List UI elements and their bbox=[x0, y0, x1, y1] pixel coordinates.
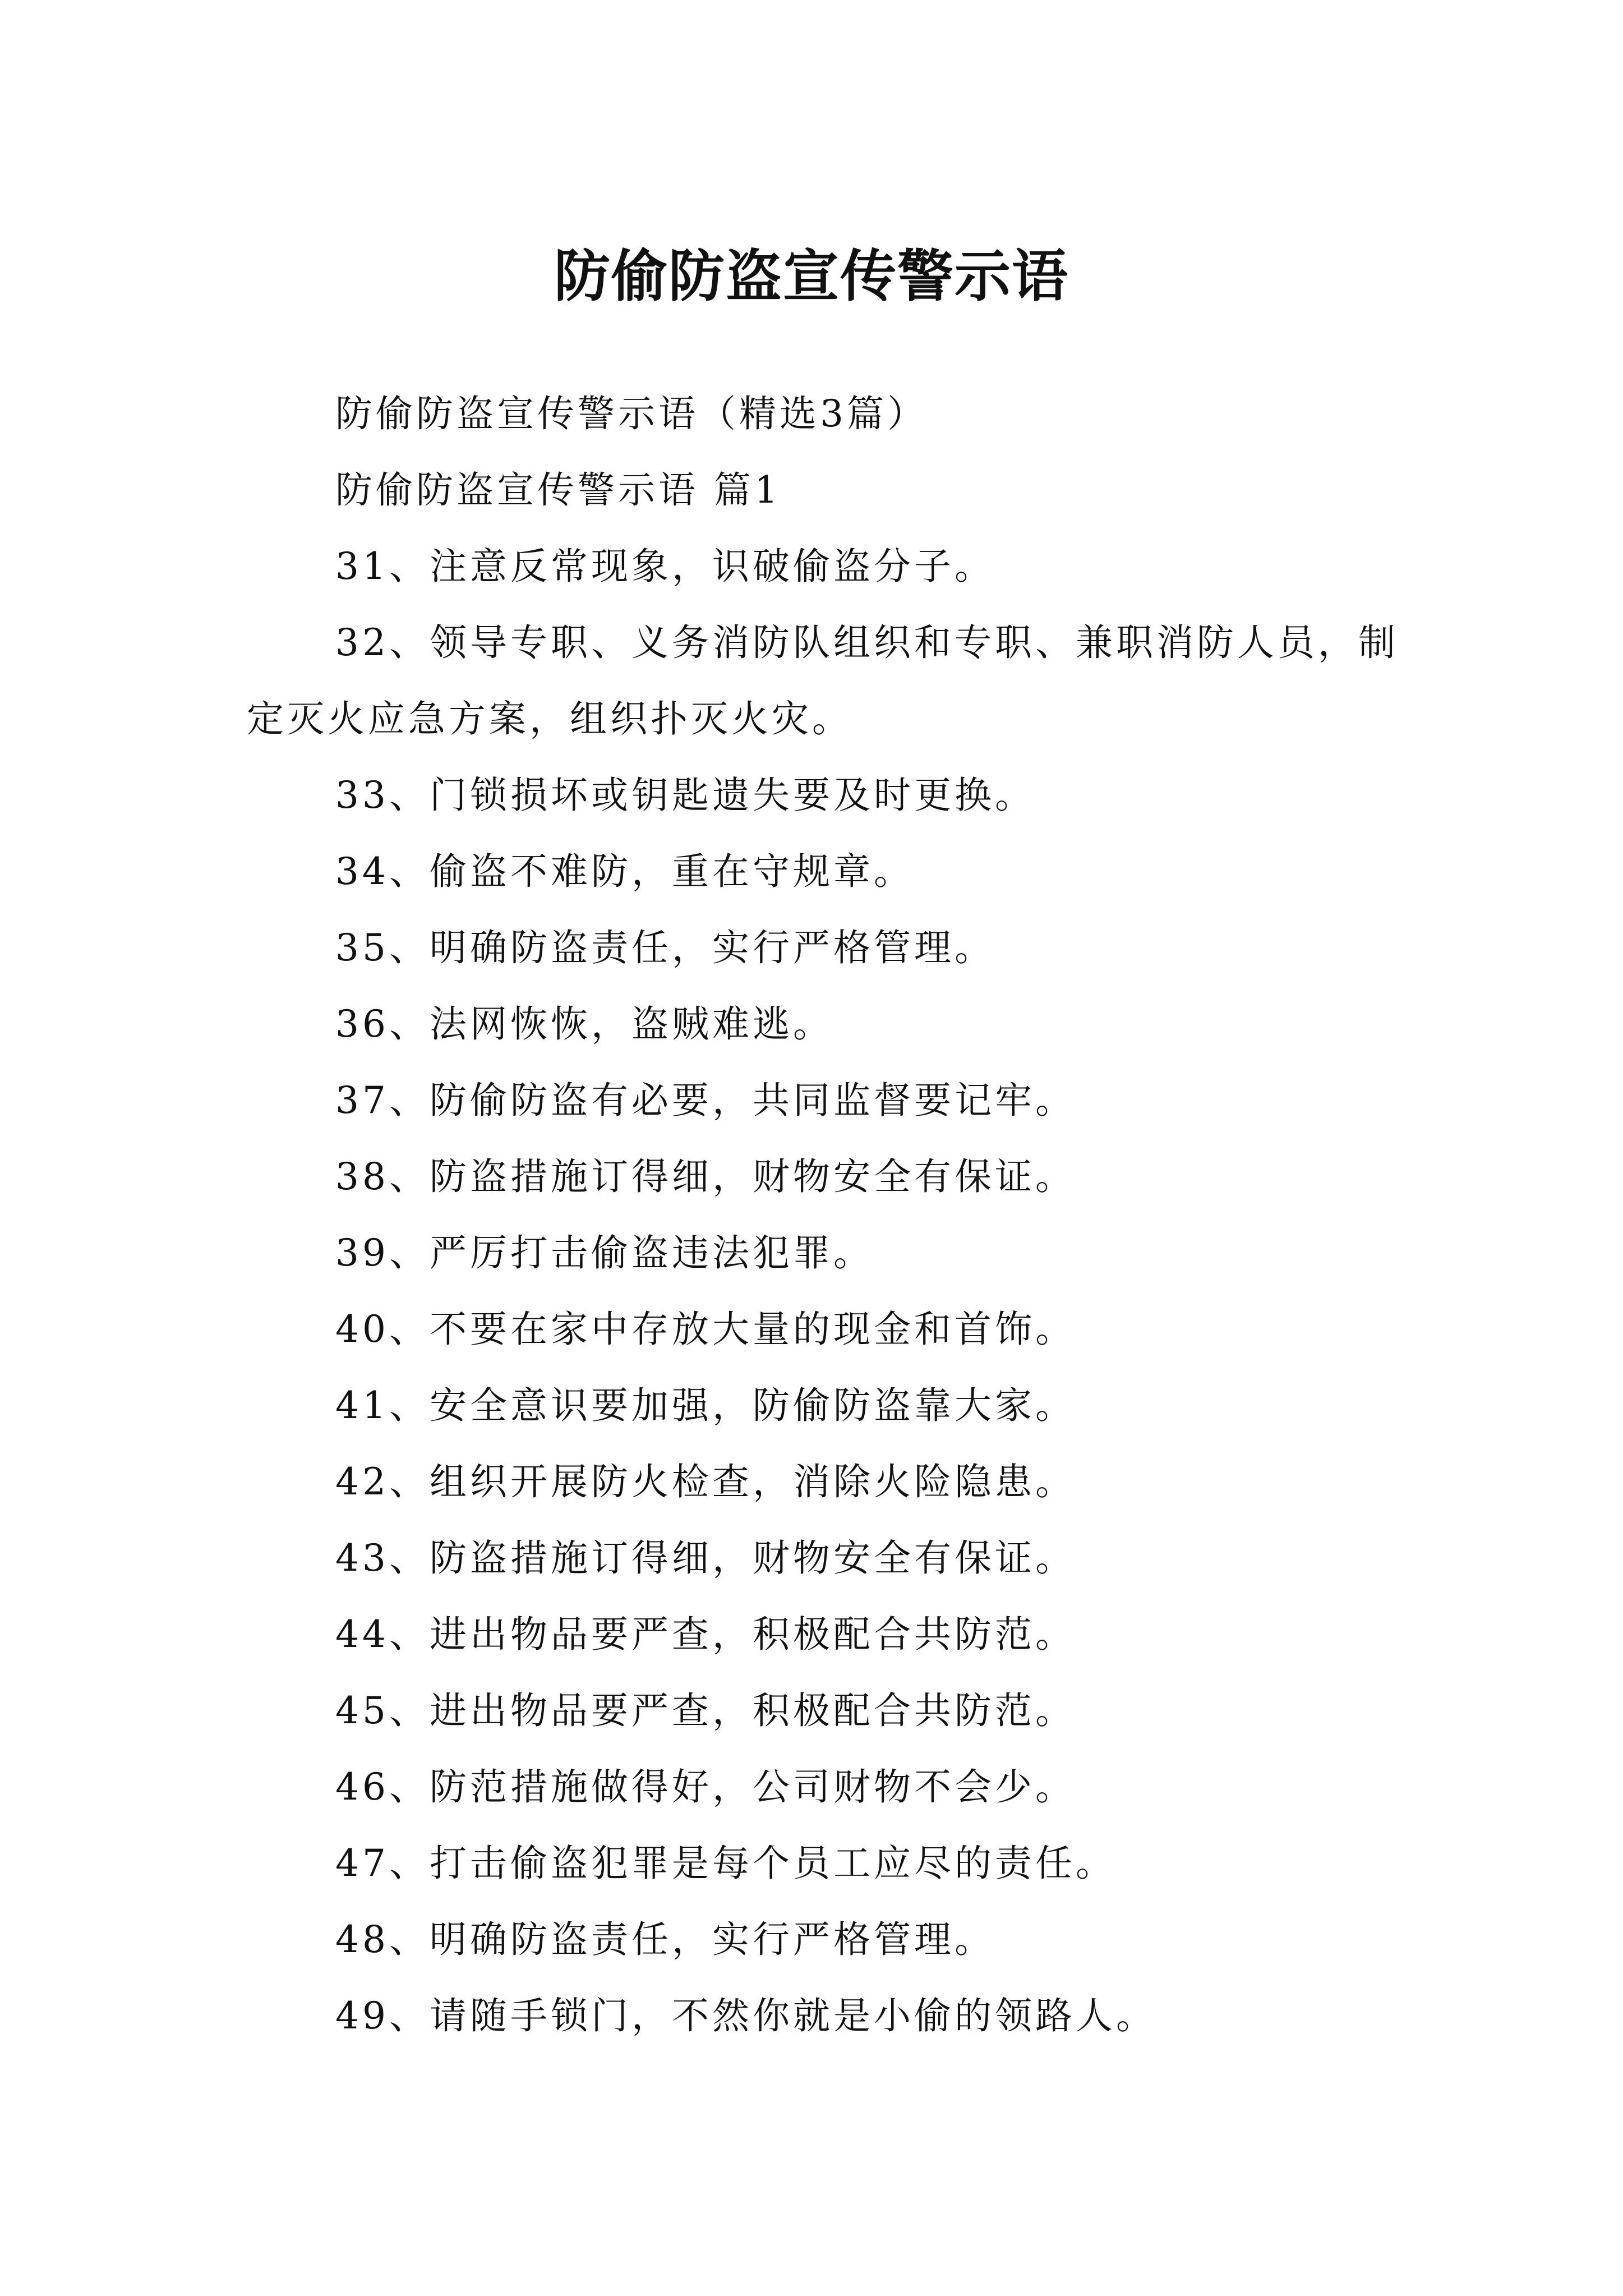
slogan-item: 33、门锁损坏或钥匙遗失要及时更换。 bbox=[335, 774, 1035, 817]
slogan-item: 41、安全意识要加强，防偷防盗靠大家。 bbox=[335, 1384, 1076, 1427]
slogan-item: 48、明确防盗责任，实行严格管理。 bbox=[335, 1918, 995, 1961]
slogan-item: 39、严厉打击偷盗违法犯罪。 bbox=[335, 1231, 874, 1274]
slogan-item: 40、不要在家中存放大量的现金和首饰。 bbox=[335, 1308, 1076, 1351]
slogan-item: 32、领导专职、义务消防队组织和专职、兼职消防人员，制定灭火应急方案，组织扑灭火灾。 bbox=[247, 621, 1399, 740]
slogan-item: 46、防范措施做得好，公司财物不会少。 bbox=[335, 1765, 1076, 1809]
document-title: 防偷防盗宣传警示语 bbox=[554, 243, 1069, 309]
slogan-item: 49、请随手锁门，不然你就是小偷的领路人。 bbox=[335, 1994, 1156, 2037]
slogan-item: 43、防盗措施订得细，财物安全有保证。 bbox=[335, 1536, 1076, 1580]
slogan-item: 34、偷盗不难防，重在守规章。 bbox=[335, 850, 914, 893]
slogan-item: 35、明确防盗责任，实行严格管理。 bbox=[335, 926, 995, 969]
slogan-item: 45、进出物品要严查，积极配合共防范。 bbox=[335, 1689, 1076, 1732]
slogan-item: 47、打击偷盗犯罪是每个员工应尽的责任。 bbox=[335, 1842, 1116, 1885]
document-body bbox=[247, 376, 1413, 2054]
slogan-item: 42、组织开展防火检查，消除火险隐患。 bbox=[335, 1460, 1076, 1503]
document-subtitle: 防偷防盗宣传警示语（精选3篇） bbox=[335, 392, 928, 435]
slogan-item: 44、进出物品要严查，积极配合共防范。 bbox=[335, 1613, 1076, 1656]
section-heading: 防偷防盗宣传警示语 篇1 bbox=[335, 468, 781, 512]
slogan-item: 38、防盗措施订得细，财物安全有保证。 bbox=[335, 1155, 1076, 1198]
slogan-item: 36、法网恢恢，盗贼难逃。 bbox=[335, 1002, 833, 1046]
slogan-item: 37、防偷防盗有必要，共同监督要记牢。 bbox=[335, 1079, 1076, 1122]
slogan-item: 31、注意反常现象，识破偷盗分子。 bbox=[335, 545, 995, 588]
